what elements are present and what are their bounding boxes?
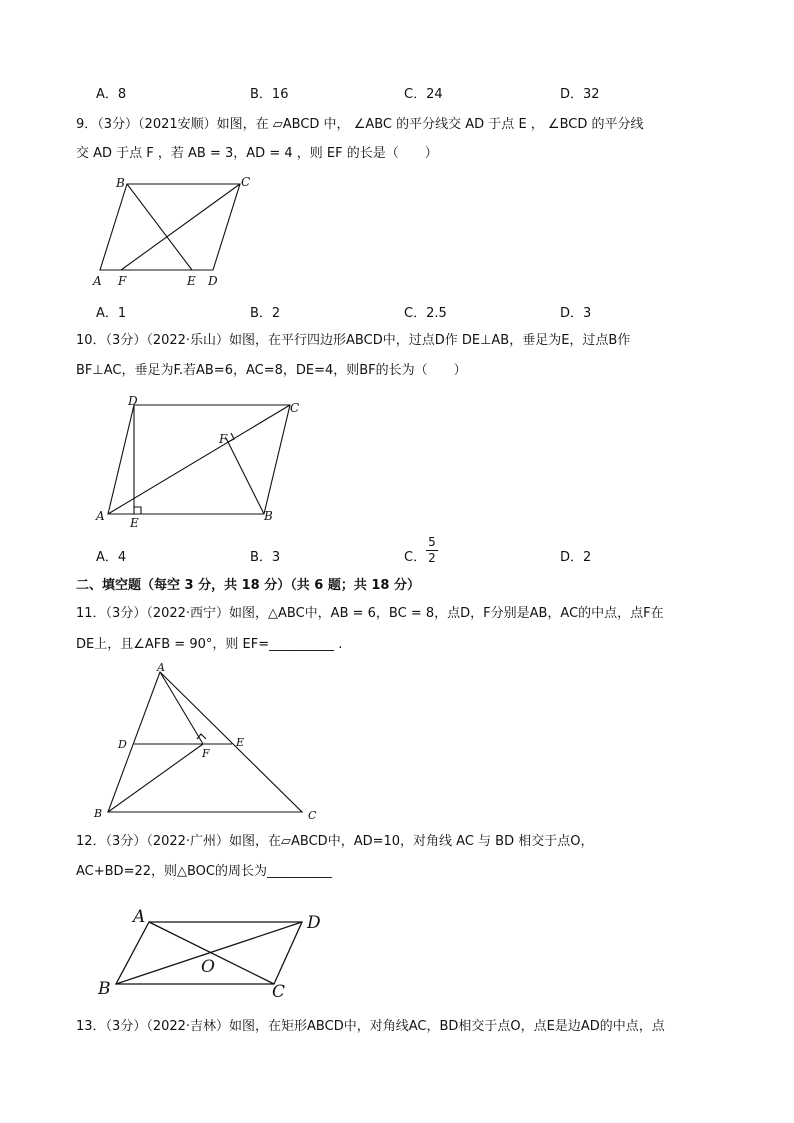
q10-option-c-fraction: [426, 536, 438, 565]
q12-stem-line1: 12．（3分）（2022·广州）如图，在▱ABCD中，AD=10，对角线 AC 与 BD 相交于点O，: [76, 834, 594, 849]
q10-option-c: C．: [404, 550, 427, 565]
q9-label-d: D: [208, 274, 218, 288]
q11-label-e: E: [236, 736, 245, 749]
q10-option-b: B．3: [250, 550, 281, 565]
q12-label-a: A: [133, 907, 146, 927]
q11-right-angle-f: [197, 734, 206, 739]
q10-label-b: B: [264, 509, 273, 523]
q12-label-o: O: [201, 957, 215, 977]
q10-stem-line2: BF⊥AC，垂足为F.若AB=6，AC=8，DE=4，则BF的长为（ ）: [76, 363, 467, 378]
q10-option-d: D．2: [560, 550, 592, 565]
q12-label-b: B: [98, 979, 111, 999]
q9-stem-line1: 9．（3分）（2021安顺）如图，在 ▱ABCD 中， ∠ABC 的平分线交 AD 于点 E ， ∠BCD 的平分线: [76, 117, 644, 132]
q9-label-b: B: [116, 176, 125, 190]
q11-label-a: A: [157, 661, 165, 674]
q8-option-d: D．32: [560, 87, 600, 102]
q11-label-c: C: [308, 809, 317, 822]
q9-label-c: C: [241, 175, 251, 189]
q9-parallelogram-abcd: [100, 184, 240, 270]
q10-parallelogram-figure: [92, 392, 312, 532]
q9-option-c: C．2.5: [404, 306, 447, 321]
q10-diagonal-ac: [108, 405, 290, 514]
q9-option-d: D．3: [560, 306, 592, 321]
q11-label-b: B: [94, 807, 103, 820]
q12-parallelogram-figure: [94, 902, 334, 1002]
q9-label-e: E: [187, 274, 196, 288]
q9-parallelogram-figure: [90, 172, 260, 290]
q10-label-f: F: [219, 432, 228, 446]
q10-label-d: D: [128, 394, 138, 408]
q10-fraction-numerator: 5: [428, 535, 436, 549]
q8-option-c: C．24: [404, 87, 443, 102]
q12-stem-line2: AC+BD=22，则△BOC的周长为__________: [76, 864, 332, 879]
q10-right-angle-e: [134, 507, 141, 514]
q9-bisector-be: [127, 184, 192, 270]
q11-label-f: F: [202, 747, 210, 760]
q10-label-c: C: [290, 401, 300, 415]
q9-option-a: A．1: [96, 306, 127, 321]
q11-triangle-figure: [88, 660, 328, 824]
q11-stem-line2: DE上，且∠AFB = 90°，则 EF=__________ .: [76, 637, 343, 652]
q11-label-d: D: [118, 738, 127, 751]
q11-stem-line1: 11．（3分）（2022·西宁）如图，△ABC中，AB = 6，BC = 8，点D，F分别是AB，AC的中点，点F在: [76, 606, 664, 621]
q10-right-angle-f: [228, 433, 234, 442]
q12-label-c: C: [272, 982, 286, 1002]
q13-stem-line1: 13．（3分）（2022·吉林）如图，在矩形ABCD中，对角线AC，BD相交于点O，点E是边AD的中点，点: [76, 1019, 665, 1034]
q11-segment-bf: [108, 744, 203, 812]
q9-bisector-cf: [121, 184, 240, 270]
q10-label-e: E: [130, 516, 139, 530]
q9-label-f: F: [118, 274, 127, 288]
q8-option-a: A．8: [96, 87, 127, 102]
q10-fraction-denominator: 2: [428, 551, 436, 565]
q10-perpendicular-bf: [226, 438, 264, 514]
section-2-heading: 二、填空题（每空 3 分，共 18 分）（共 6 题；共 18 分）: [76, 578, 420, 593]
q10-stem-line1: 10．（3分）（2022·乐山）如图，在平行四边形ABCD中，过点D作 DE⊥AB，垂足为E，过点B作: [76, 333, 631, 348]
q8-option-b: B．16: [250, 87, 289, 102]
q10-option-a: A．4: [96, 550, 127, 565]
q10-label-a: A: [96, 509, 105, 523]
q12-label-d: D: [307, 913, 321, 933]
q9-stem-line2: 交 AD 于点 F ，若 AB = 3，AD = 4 ，则 EF 的长是（ ）: [76, 146, 438, 161]
q9-label-a: A: [93, 274, 102, 288]
q9-option-b: B．2: [250, 306, 281, 321]
